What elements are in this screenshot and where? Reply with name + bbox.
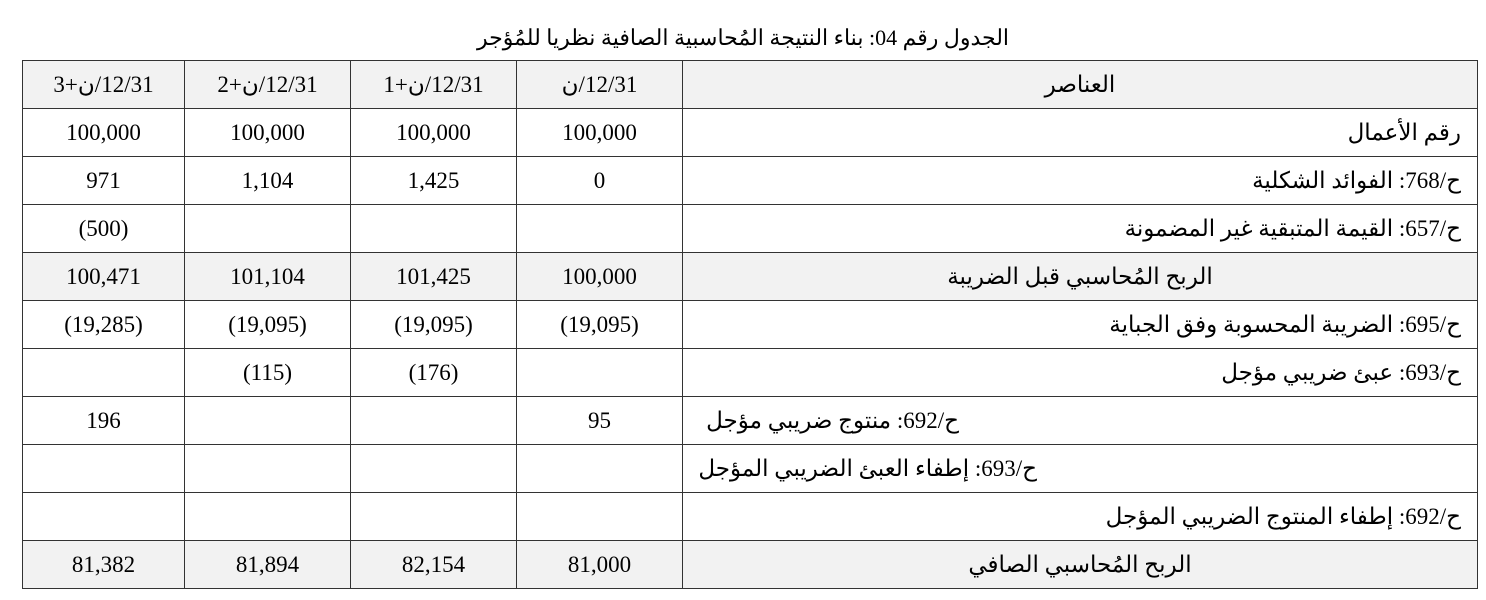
cell-value xyxy=(351,397,517,445)
cell-value: 95 xyxy=(517,397,683,445)
header-period-n xyxy=(517,61,683,109)
header-row xyxy=(23,61,1478,109)
cell-value: 101,104 xyxy=(185,253,351,301)
cell-value xyxy=(351,445,517,493)
table-row-subtotal xyxy=(23,253,1478,301)
cell-value: (500) xyxy=(23,205,185,253)
cell-value: (115) xyxy=(185,349,351,397)
cell-value: (19,095) xyxy=(351,301,517,349)
row-label: الربح المُحاسبي قبل الضريبة xyxy=(683,253,1478,301)
cell-value: 196 xyxy=(23,397,185,445)
cell-value: (19,285) xyxy=(23,301,185,349)
header-period-n2-text: 12/31/ن+2 xyxy=(217,71,318,97)
cell-value: 100,000 xyxy=(185,109,351,157)
cell-value xyxy=(185,493,351,541)
cell-value: 100,000 xyxy=(351,109,517,157)
cell-value xyxy=(185,445,351,493)
cell-value: (19,095) xyxy=(185,301,351,349)
row-label: ح/693: عبئ ضريبي مؤجل xyxy=(683,349,1478,397)
header-period-n1 xyxy=(351,61,517,109)
cell-value: 100,000 xyxy=(517,253,683,301)
table-row xyxy=(23,109,1478,157)
cell-value: 1,104 xyxy=(185,157,351,205)
cell-value: 101,425 xyxy=(351,253,517,301)
cell-value xyxy=(351,493,517,541)
cell-value xyxy=(185,205,351,253)
row-label: رقم الأعمال xyxy=(683,109,1478,157)
cell-value: 100,471 xyxy=(23,253,185,301)
row-label: ح/768: الفوائد الشكلية xyxy=(683,157,1478,205)
header-period-n3 xyxy=(23,61,185,109)
row-label: ح/692: إطفاء المنتوج الضريبي المؤجل xyxy=(683,493,1478,541)
cell-value: 100,000 xyxy=(23,109,185,157)
row-label: ح/657: القيمة المتبقية غير المضمونة xyxy=(683,205,1478,253)
row-label: ح/692: منتوج ضريبي مؤجل xyxy=(683,397,1478,445)
cell-value xyxy=(517,445,683,493)
cell-value: 81,894 xyxy=(185,541,351,589)
results-table xyxy=(22,60,1478,589)
cell-value xyxy=(517,205,683,253)
row-label: ح/693: إطفاء العبئ الضريبي المؤجل xyxy=(683,445,1478,493)
table-row xyxy=(23,493,1478,541)
header-period-n-text: 12/31/ن xyxy=(561,71,638,97)
cell-value xyxy=(23,445,185,493)
table-caption: الجدول رقم 04: بناء النتيجة المُحاسبية الصافية نظريا للمُؤجر xyxy=(476,25,1010,50)
cell-value: 971 xyxy=(23,157,185,205)
row-label: الربح المُحاسبي الصافي xyxy=(683,541,1478,589)
cell-value: (176) xyxy=(351,349,517,397)
cell-value: 100,000 xyxy=(517,109,683,157)
cell-value xyxy=(351,205,517,253)
table-row xyxy=(23,445,1478,493)
cell-value xyxy=(517,349,683,397)
header-period-n2 xyxy=(185,61,351,109)
cell-value: 1,425 xyxy=(351,157,517,205)
table-row xyxy=(23,397,1478,445)
table-row xyxy=(23,301,1478,349)
cell-value: 81,382 xyxy=(23,541,185,589)
cell-value xyxy=(517,493,683,541)
header-elements: العناصر xyxy=(683,61,1478,109)
table-row xyxy=(23,157,1478,205)
cell-value: 0 xyxy=(517,157,683,205)
cell-value: (19,095) xyxy=(517,301,683,349)
row-label: ح/695: الضريبة المحسوبة وفق الجباية xyxy=(683,301,1478,349)
cell-value xyxy=(185,397,351,445)
cell-value xyxy=(23,349,185,397)
cell-value xyxy=(23,493,185,541)
cell-value: 82,154 xyxy=(351,541,517,589)
table-row-total xyxy=(23,541,1478,589)
cell-value: 81,000 xyxy=(517,541,683,589)
header-period-n1-text: 12/31/ن+1 xyxy=(383,71,484,97)
header-period-n3-text: 12/31/ن+3 xyxy=(53,71,154,97)
table-row xyxy=(23,205,1478,253)
table-row xyxy=(23,349,1478,397)
